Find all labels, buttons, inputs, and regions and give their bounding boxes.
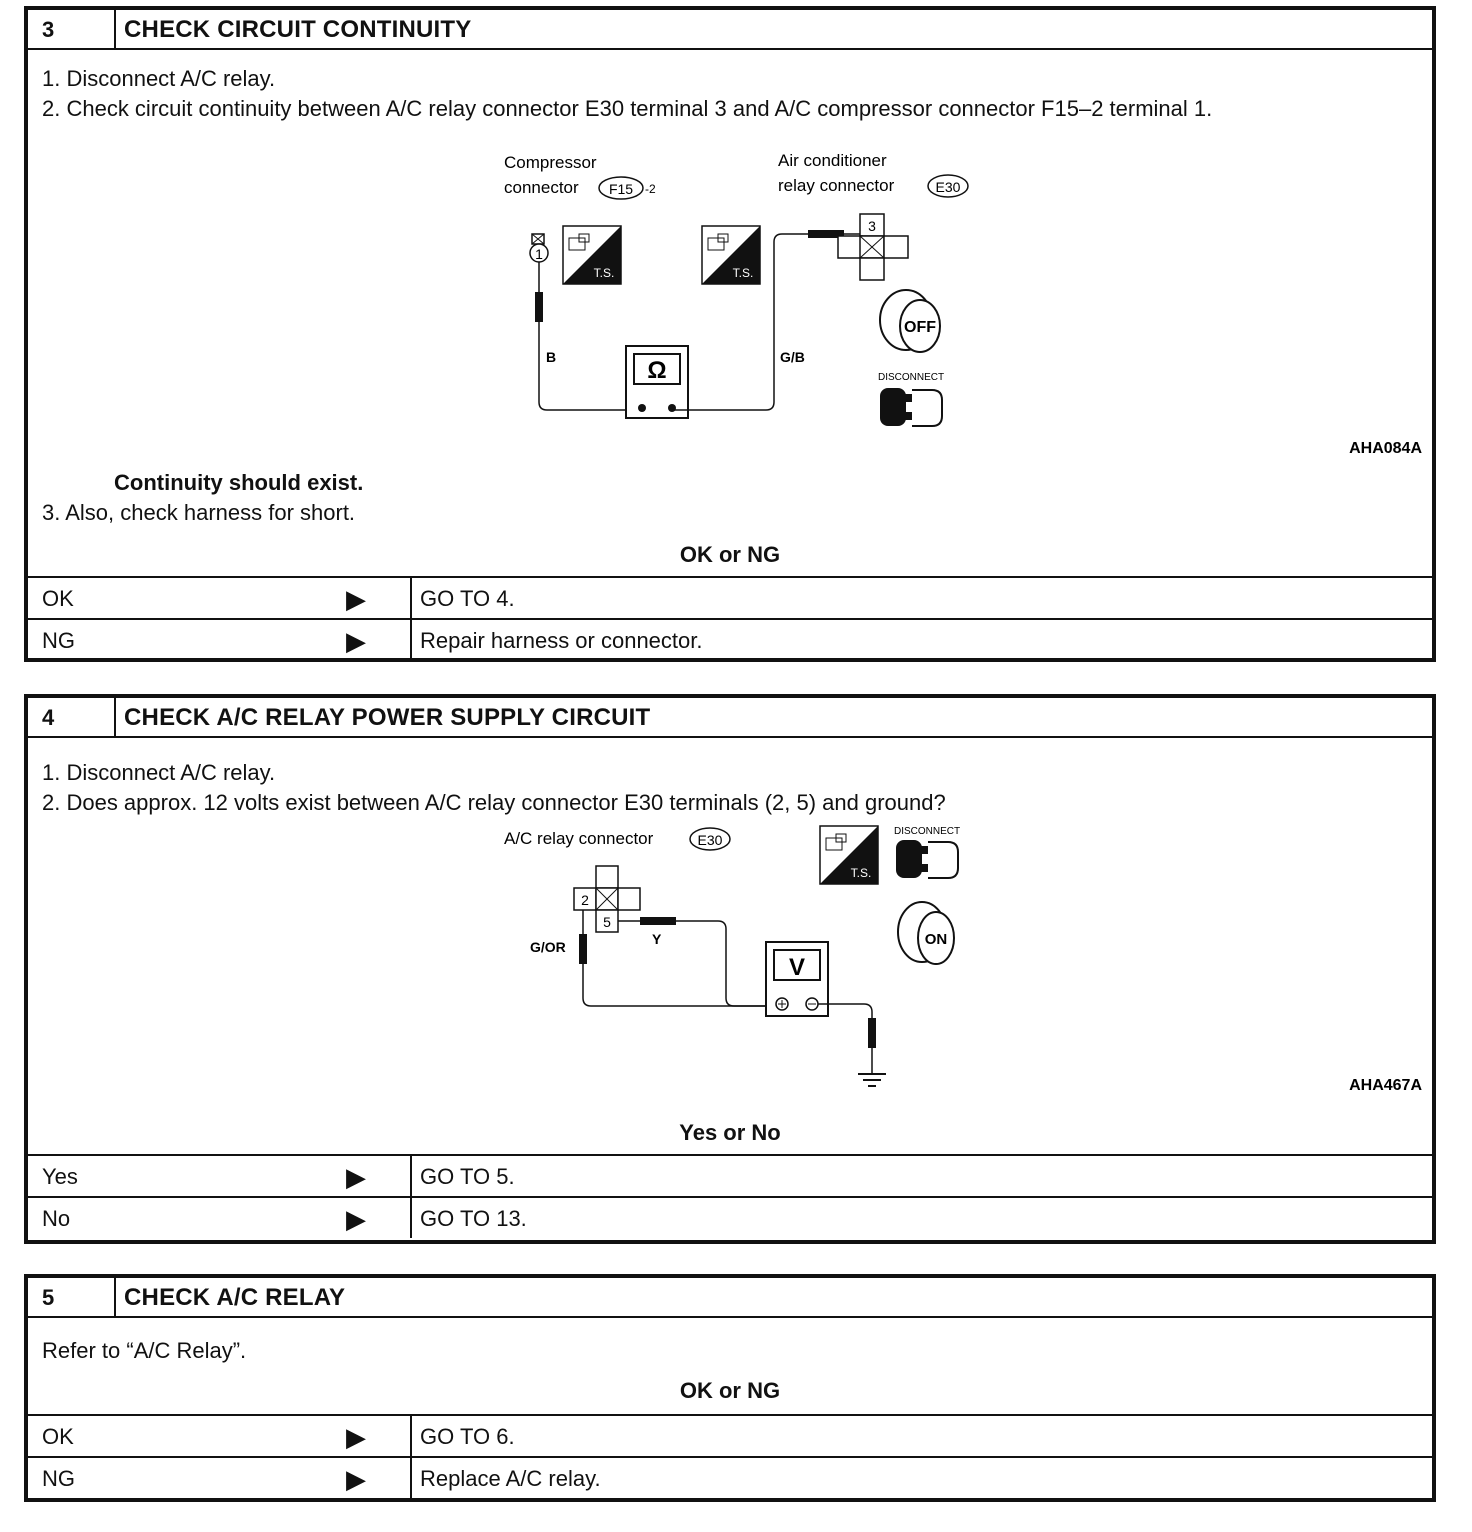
terminal-2-label: 2	[581, 892, 589, 908]
ts-icon	[563, 226, 621, 284]
probe-right	[640, 917, 676, 925]
relay-label-2: relay connector	[778, 176, 895, 195]
ohmmeter-icon	[626, 346, 688, 418]
arrow-right-icon: ▶	[346, 1464, 366, 1494]
ts-icon	[702, 226, 760, 284]
ignition-key-icon	[898, 902, 954, 964]
disconnect-icon	[896, 840, 958, 878]
step-3-diagram	[28, 10, 1432, 470]
step-3-question: OK or NG	[679, 542, 781, 567]
arrow-right-icon: ▶	[346, 584, 366, 614]
step-3-row-ok[interactable]	[28, 576, 1432, 618]
terminal-5-label: 5	[603, 914, 611, 930]
row-action: GO TO 5.	[420, 1164, 515, 1189]
svg-text:V: V	[788, 954, 806, 981]
relay-label: A/C relay connector	[504, 829, 654, 848]
step-4-box	[24, 694, 1436, 1244]
step-5-title: CHECK A/C RELAY	[124, 1284, 346, 1311]
step-5-box	[24, 1274, 1436, 1502]
relay-label-1: Air conditioner	[778, 151, 887, 170]
step-5-number: 5	[28, 1278, 116, 1316]
step-4-title: CHECK A/C RELAY POWER SUPPLY CIRCUIT	[124, 704, 651, 731]
relay-connector-id: E30	[697, 832, 723, 848]
row-action: Replace A/C relay.	[420, 1466, 601, 1491]
row-action: GO TO 4.	[420, 586, 515, 611]
probe-ground	[868, 1018, 876, 1048]
step-4-instruction-1: 1. Disconnect A/C relay.	[42, 760, 276, 785]
step-3-instruction-1: 1. Disconnect A/C relay.	[42, 66, 276, 91]
svg-text:OFF: OFF	[904, 319, 936, 336]
step-4-question: Yes or No	[679, 1120, 781, 1145]
probe-left	[535, 292, 543, 322]
row-action: GO TO 6.	[420, 1424, 515, 1449]
terminal-3-label: 3	[868, 218, 876, 234]
step-4-row-yes[interactable]	[28, 1154, 1432, 1196]
wire-right-label: Y	[652, 931, 662, 947]
svg-text:ON: ON	[924, 931, 948, 948]
step-3-title: CHECK CIRCUIT CONTINUITY	[124, 16, 472, 43]
step-3-number: 3	[28, 10, 116, 48]
relay-connector-id: E30	[935, 179, 961, 195]
row-label: OK	[42, 1424, 74, 1449]
arrow-right-icon: ▶	[346, 626, 366, 656]
step-4-number: 4	[28, 698, 116, 736]
arrow-right-icon: ▶	[346, 1204, 366, 1234]
disconnect-icon	[880, 388, 942, 426]
svg-text:T.S.: T.S.	[850, 866, 872, 880]
svg-text:Ω: Ω	[647, 357, 667, 384]
svg-text:T.S.: T.S.	[732, 266, 754, 280]
step-5-row-ng[interactable]	[28, 1456, 1432, 1498]
step-3-note: Continuity should exist.	[114, 470, 364, 495]
ground-icon	[858, 1074, 886, 1086]
ignition-key-icon	[880, 290, 940, 352]
ts-icon	[820, 826, 878, 884]
wire-left-label: G/OR	[530, 939, 566, 955]
row-label: NG	[42, 1466, 75, 1491]
step-4-row-no[interactable]	[28, 1196, 1432, 1238]
compressor-connector-id: F15	[608, 181, 634, 197]
row-action: Repair harness or connector.	[420, 628, 703, 653]
figure-id: AHA467A	[1349, 1077, 1422, 1094]
row-label: NG	[42, 628, 75, 653]
voltmeter-icon	[766, 942, 828, 1016]
wire-right-label: G/B	[780, 349, 805, 365]
row-label: No	[42, 1206, 71, 1231]
figure-id: AHA084A	[1349, 440, 1422, 457]
compressor-connector-suffix: -2	[645, 182, 656, 196]
arrow-right-icon: ▶	[346, 1422, 366, 1452]
row-label: Yes	[42, 1164, 78, 1189]
wire-left-label: B	[546, 349, 557, 365]
terminal-1-label: 1	[535, 246, 543, 262]
step-4-instruction-2: 2. Does approx. 12 volts exist between A/C relay connector E30 terminals (2, 5) and ground?	[42, 790, 946, 815]
step-5-question: OK or NG	[679, 1378, 781, 1403]
compressor-label-1: Compressor	[504, 153, 597, 172]
step-5-instruction: Refer to “A/C Relay”.	[42, 1338, 247, 1363]
step-3-extra: 3. Also, check harness for short.	[42, 500, 356, 525]
compressor-label-2: connector	[504, 178, 579, 197]
step-3-instruction-2: 2. Check circuit continuity between A/C relay connector E30 terminal 3 and A/C compressor connector F15–2 terminal 1.	[42, 96, 1213, 121]
row-action: GO TO 13.	[420, 1206, 527, 1231]
svg-text:T.S.: T.S.	[593, 266, 615, 280]
step-4-diagram	[28, 698, 1432, 1108]
disconnect-label: DISCONNECT	[878, 372, 945, 383]
step-5-header	[28, 1278, 1432, 1318]
row-label: OK	[42, 586, 74, 611]
arrow-right-icon: ▶	[346, 1162, 366, 1192]
step-3-row-ng[interactable]	[28, 618, 1432, 660]
step-5-row-ok[interactable]	[28, 1414, 1432, 1456]
probe-left	[579, 934, 587, 964]
disconnect-label: DISCONNECT	[894, 826, 961, 837]
step-3-box	[24, 6, 1436, 662]
